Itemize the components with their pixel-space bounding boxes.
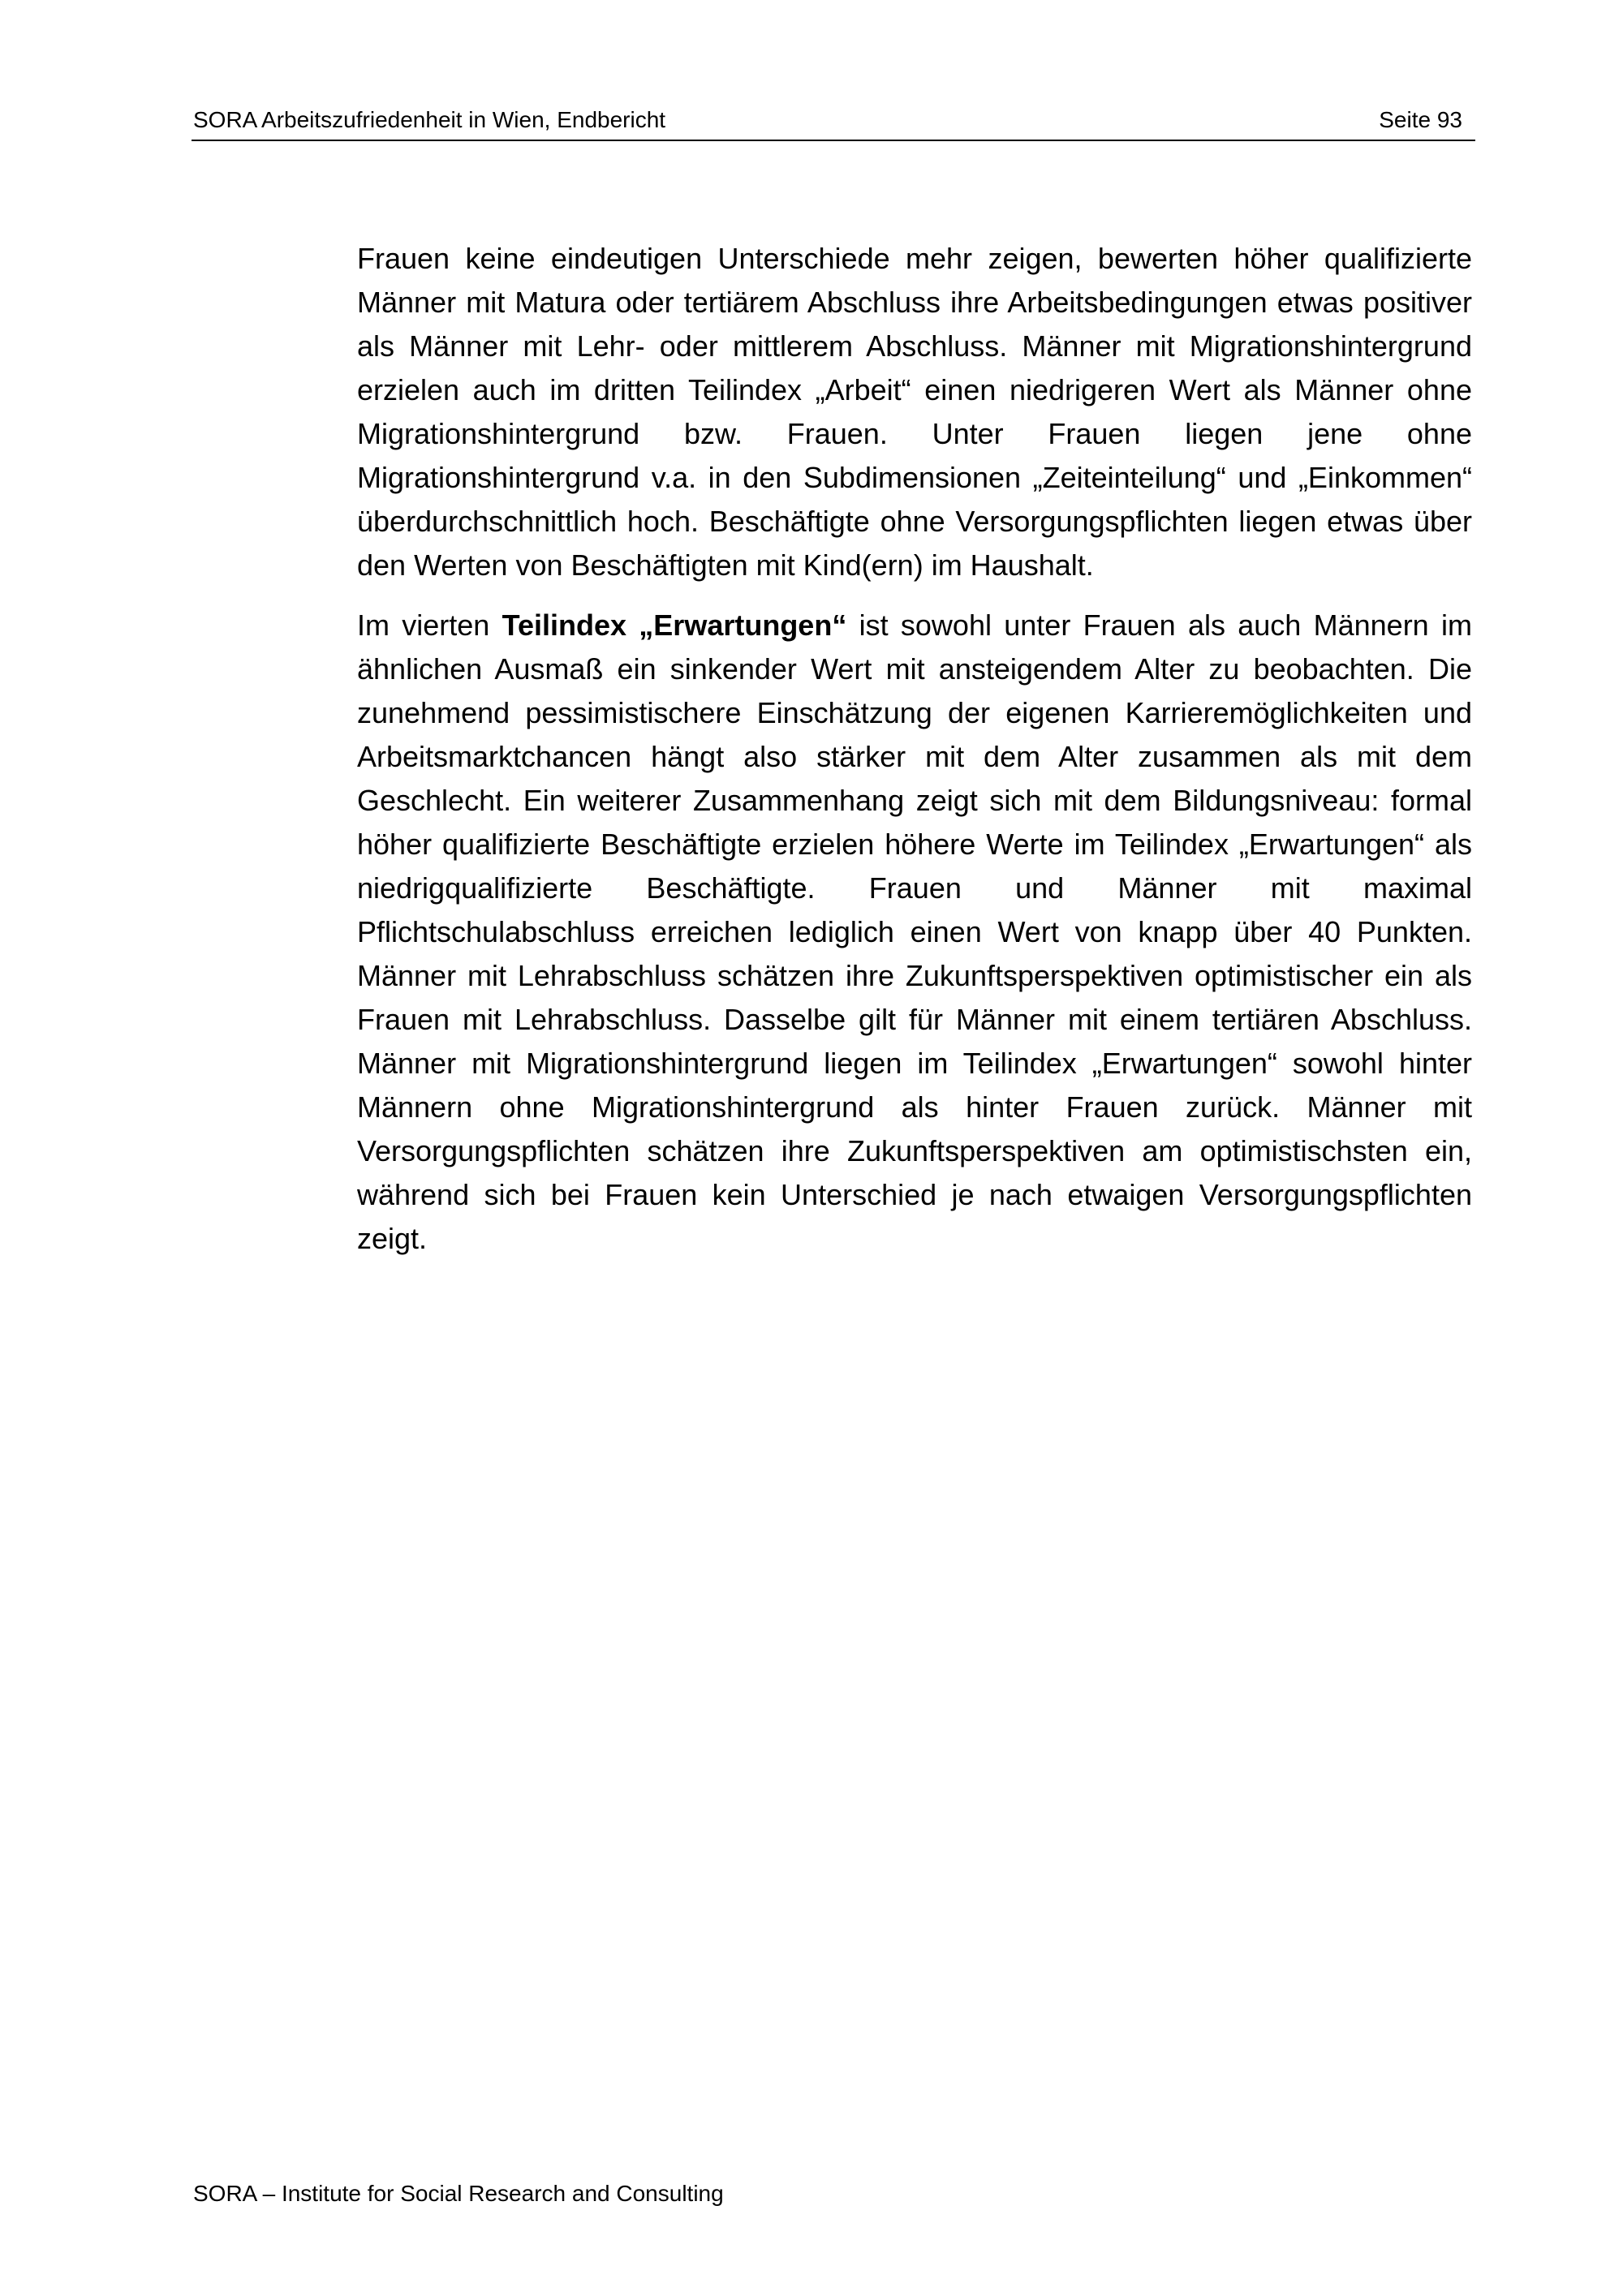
paragraph-2-heading-bold: Teilindex „Erwartungen“ (502, 608, 847, 642)
paragraph-2 (357, 604, 1472, 1261)
document-title: SORA Arbeitszufriedenheit in Wien, Endbericht (193, 107, 666, 132)
main-text (357, 237, 1472, 1277)
paragraph-2-text: ist sowohl unter Frauen als auch Männern im ähnlichen Ausmaß ein sinkender Wert mit ansteigendem Alter zu beobachten. Die zunehmend pessimistischere Einschätzung der eigenen Karrieremöglichkeiten und Arbeitsmarktchancen hängt also stärker mit dem Alter zusammen als mit dem Geschlecht. Ein weiterer Zusammenhang zeigt sich mit dem Bildungsniveau: formal höher qualifizierte Beschäftigte erzielen höhere Werte im Teilindex „Erwartungen“ als niedrigqualifizierte Beschäftigte. Frauen und Männer mit maximal Pflichtschulabschluss erreichen lediglich einen Wert von knapp über 40 Punkten. Männer mit Lehrabschluss schätzen ihre Zukunftsperspektiven optimistischer ein als Frauen mit Lehrabschluss. Dasselbe gilt für Männer mit einem tertiären Abschluss. Männer mit Migrationshintergrund liegen im Teilindex „Erwartungen“ sowohl hinter Männern ohne Migrationshintergrund als hinter Frauen zurück. Männer mit Versorgungspflichten schätzen ihre Zukunftsperspektiven am optimistischsten ein, während sich bei Frauen kein Unterschied je nach etwaigen Versorgungspflichten zeigt. (357, 608, 1472, 1255)
paragraph-1: Frauen keine eindeutigen Unterschiede mehr zeigen, bewerten höher qualifizierte Männer mit Matura oder tertiärem Abschluss ihre Arbeitsbedingungen etwas positiver als Männer mit Lehr- oder mittlerem Abschluss. Männer mit Migrationshintergrund erzielen auch im dritten Teilindex „Arbeit“ einen niedrigeren Wert als Männer ohne Migrationshintergrund bzw. Frauen. Unter Frauen liegen jene ohne Migrationshintergrund v.a. in den Subdimensionen „Zeiteinteilung“ und „Einkommen“ überdurchschnittlich hoch. Beschäftigte ohne Versorgungspflichten liegen etwas über den Werten von Beschäftigten mit Kind(ern) im Haushalt. (357, 242, 1472, 582)
paragraph-2-intro: Im vierten (357, 608, 490, 642)
page-header (192, 104, 1475, 141)
page-number: Seite 93 (1379, 107, 1462, 132)
page-footer: SORA – Institute for Social Research and Consulting (193, 2181, 724, 2206)
